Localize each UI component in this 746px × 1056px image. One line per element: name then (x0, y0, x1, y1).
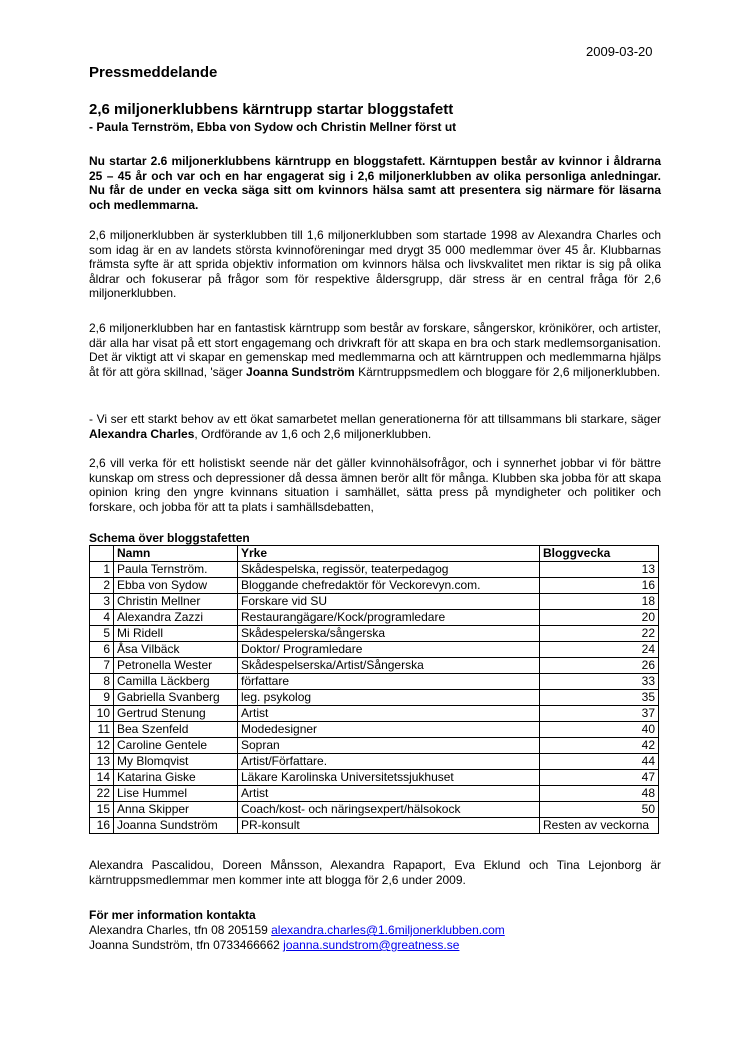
row-profession: Artist/Författare. (238, 754, 540, 770)
row-profession: Artist (238, 786, 540, 802)
row-week: 13 (540, 562, 659, 578)
table-row (90, 626, 659, 642)
release-date: 2009-03-20 (586, 44, 653, 59)
row-week: 50 (540, 802, 659, 818)
row-week: Resten av veckorna (540, 818, 659, 834)
row-index: 6 (90, 642, 114, 658)
row-name: Gabriella Svanberg (114, 690, 238, 706)
row-name: Alexandra Zazzi (114, 610, 238, 626)
row-name: Mi Ridell (114, 626, 238, 642)
schedule-title: Schema över bloggstafetten (89, 531, 250, 545)
row-index: 9 (90, 690, 114, 706)
header-name: Namn (114, 546, 238, 562)
row-index: 5 (90, 626, 114, 642)
row-profession: PR-konsult (238, 818, 540, 834)
row-profession: Läkare Karolinska Universitetssjukhuset (238, 770, 540, 786)
row-index: 3 (90, 594, 114, 610)
contact-line-1 (89, 923, 505, 937)
schedule-header-row (90, 546, 659, 562)
row-profession: Skådespelserska/Artist/Sångerska (238, 658, 540, 674)
row-week: 33 (540, 674, 659, 690)
row-index: 7 (90, 658, 114, 674)
row-name: Bea Szenfeld (114, 722, 238, 738)
contact-line-2 (89, 938, 459, 952)
schedule-table (89, 545, 659, 834)
row-week: 20 (540, 610, 659, 626)
row-week: 35 (540, 690, 659, 706)
row-index: 11 (90, 722, 114, 738)
paragraph-2-text-c: Kärntruppsmedlem och bloggare för 2,6 miljonerklubben. (354, 364, 661, 379)
table-row (90, 594, 659, 610)
table-row (90, 754, 659, 770)
row-name: Joanna Sundström (114, 818, 238, 834)
row-profession: Modedesigner (238, 722, 540, 738)
paragraph-1: 2,6 miljonerklubben är systerklubben till 1,6 miljonerklubben som startade 1998 av Alexandra Charles och som idag är en av landets största kvinnoföreningar med drygt 35 000 medlemmar över 45 år. Klubbarnas främsta syfte är att sprida objektiv information om kvinnors hälsa och livskvalitet men riktar is sig på olika åldrar och fokuserar på frågor som för respektive åldersgrupp, där stress är en central fråga för 2,6 miljonerklubben. (89, 228, 661, 300)
table-row (90, 658, 659, 674)
row-profession: Skådespelerska/sångerska (238, 626, 540, 642)
row-profession: Doktor/ Programledare (238, 642, 540, 658)
subheadline: - Paula Ternström, Ebba von Sydow och Christin Mellner först ut (89, 120, 457, 134)
table-row (90, 610, 659, 626)
row-week: 26 (540, 658, 659, 674)
row-index: 1 (90, 562, 114, 578)
row-profession: Bloggande chefredaktör för Veckorevyn.com. (238, 578, 540, 594)
paragraph-3-text-c: , Ordförande av 1,6 och 2,6 miljonerklubben. (194, 426, 432, 441)
row-index: 14 (90, 770, 114, 786)
contact-2-email-link[interactable]: joanna.sundstrom@greatness.se (283, 938, 460, 952)
paragraph-5: Alexandra Pascalidou, Doreen Månsson, Alexandra Rapaport, Eva Eklund och Tina Lejonborg är kärntruppsmedlemmar men kommer inte att blogga för 2,6 under 2009. (89, 858, 661, 887)
table-row (90, 722, 659, 738)
paragraph-3-name: Alexandra Charles (89, 426, 195, 441)
row-week: 18 (540, 594, 659, 610)
row-index: 22 (90, 786, 114, 802)
table-row (90, 674, 659, 690)
table-row (90, 642, 659, 658)
table-row (90, 738, 659, 754)
row-week: 42 (540, 738, 659, 754)
row-name: Ebba von Sydow (114, 578, 238, 594)
lead-paragraph: Nu startar 2.6 miljonerklubbens kärntrupp en bloggstafett. Kärntuppen består av kvinnor i åldrarna 25 – 45 år och var och en har engagerat sig i 2,6 miljonerklubben av olika personliga anledningar. Nu får de under en vecka säga sitt om kvinnors hälsa samt att presentera sig närmare för läsarna och medlemmarna. (89, 154, 661, 212)
row-index: 16 (90, 818, 114, 834)
row-name: Gertrud Stenung (114, 706, 238, 722)
table-row (90, 818, 659, 834)
row-profession: leg. psykolog (238, 690, 540, 706)
row-week: 24 (540, 642, 659, 658)
row-profession: Coach/kost- och näringsexpert/hälsokock (238, 802, 540, 818)
row-name: My Blomqvist (114, 754, 238, 770)
document-label: Pressmeddelande (89, 64, 218, 81)
row-name: Anna Skipper (114, 802, 238, 818)
row-name: Lise Hummel (114, 786, 238, 802)
table-row (90, 786, 659, 802)
row-name: Katarina Giske (114, 770, 238, 786)
header-index (90, 546, 114, 562)
row-week: 37 (540, 706, 659, 722)
row-week: 44 (540, 754, 659, 770)
table-row (90, 802, 659, 818)
row-name: Christin Mellner (114, 594, 238, 610)
row-week: 40 (540, 722, 659, 738)
row-profession: Forskare vid SU (238, 594, 540, 610)
row-week: 47 (540, 770, 659, 786)
row-name: Caroline Gentele (114, 738, 238, 754)
table-row (90, 578, 659, 594)
row-profession: Restaurangägare/Kock/programledare (238, 610, 540, 626)
table-row (90, 770, 659, 786)
row-profession: författare (238, 674, 540, 690)
paragraph-2 (89, 321, 661, 379)
table-row (90, 562, 659, 578)
row-week: 16 (540, 578, 659, 594)
headline: 2,6 miljonerklubbens kärntrupp startar bloggstafett (89, 101, 454, 118)
contact-1-email-link[interactable]: alexandra.charles@1.6miljonerklubben.com (271, 923, 505, 937)
paragraph-2-text-a: 2,6 miljonerklubben har en fantastisk kärntrupp som består av forskare, sångerskor, krönikörer, och artister, där alla har visat på ett stort engagemang och drivkraft för att skapa en bra och stark medlemsorganisation. Det är viktigt att vi skapar en gemenskap med medlemmarna och att kärntruppen och medlemmarna hjälps åt för att göra skillnad, 'säger (89, 321, 661, 379)
row-index: 13 (90, 754, 114, 770)
paragraph-4: 2,6 vill verka för ett holistiskt seende när det gäller kvinnohälsofrågor, och i synnerhet jobbar vi för bättre kunskap om stress och depressioner då dessa ämnen berör allt för många. Klubben ska jobba för att skapa opinion kring den yngre kvinnans situation i samhället, sätta press på myndigheter och politiker och forskare, och jobba för att ta plats i samhällsdebatten, (89, 456, 661, 514)
table-row (90, 690, 659, 706)
contact-1-text: Alexandra Charles, tfn 08 205159 (89, 923, 272, 937)
row-name: Petronella Wester (114, 658, 238, 674)
header-week: Bloggvecka (540, 546, 659, 562)
row-index: 12 (90, 738, 114, 754)
paragraph-2-name: Joanna Sundström (246, 364, 355, 379)
row-name: Åsa Vilbäck (114, 642, 238, 658)
row-index: 10 (90, 706, 114, 722)
row-index: 2 (90, 578, 114, 594)
table-row (90, 706, 659, 722)
row-index: 4 (90, 610, 114, 626)
row-profession: Skådespelska, regissör, teaterpedagog (238, 562, 540, 578)
row-index: 15 (90, 802, 114, 818)
paragraph-3 (89, 412, 661, 441)
row-index: 8 (90, 674, 114, 690)
row-week: 22 (540, 626, 659, 642)
row-profession: Sopran (238, 738, 540, 754)
row-name: Paula Ternström. (114, 562, 238, 578)
contact-title: För mer information kontakta (89, 908, 256, 922)
header-profession: Yrke (238, 546, 540, 562)
contact-2-text: Joanna Sundström, tfn 0733466662 (89, 938, 284, 952)
row-week: 48 (540, 786, 659, 802)
row-profession: Artist (238, 706, 540, 722)
paragraph-3-text-a: - Vi ser ett starkt behov av ett ökat samarbetet mellan generationerna för att tillsammans bli starkare, säger (89, 412, 661, 426)
row-name: Camilla Läckberg (114, 674, 238, 690)
